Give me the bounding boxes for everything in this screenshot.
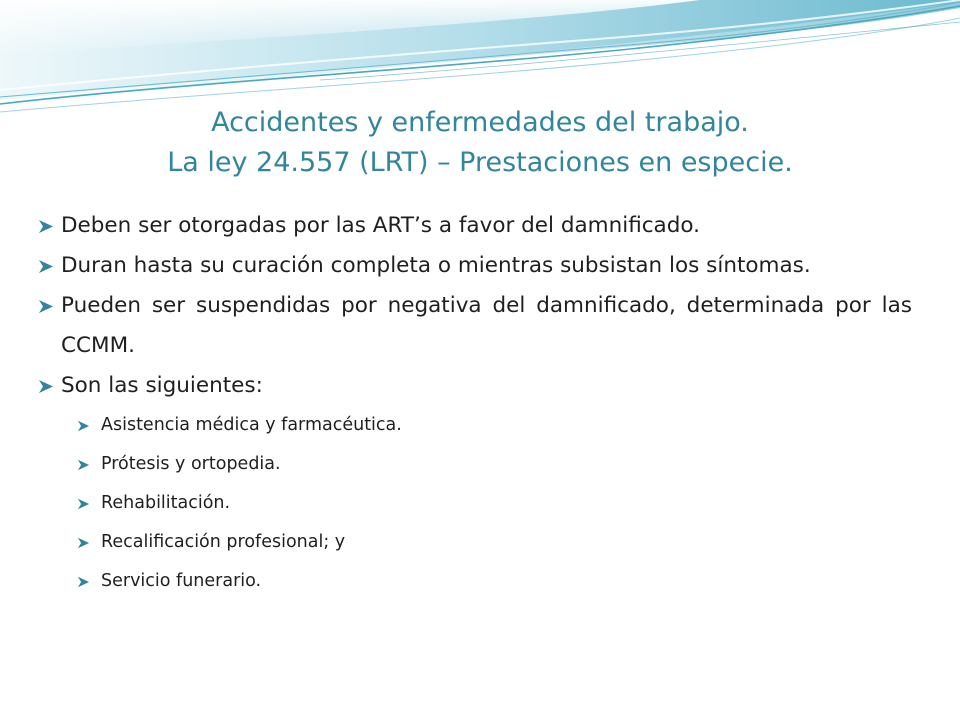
arrow-bullet-icon (38, 379, 54, 394)
arrow-bullet-icon (38, 259, 54, 274)
sub-bullet-text: Recalificación profesional; y (101, 532, 346, 552)
arrow-bullet-icon (77, 537, 90, 549)
bullet-item (38, 206, 912, 246)
bullet-text: Son las siguientes: (61, 373, 263, 398)
sub-bullet-text: Asistencia médica y farmacéutica. (101, 415, 402, 435)
sub-bullet-text: Prótesis y ortopedia. (101, 454, 281, 474)
arrow-bullet-icon (77, 576, 90, 588)
sub-bullet-item (38, 523, 912, 562)
bullet-list (38, 206, 912, 601)
arrow-bullet-icon (77, 459, 90, 471)
sub-bullet-text: Rehabilitación. (101, 493, 231, 513)
sub-bullet-item (38, 484, 912, 523)
title-line-2: La ley 24.557 (LRT) – Prestaciones en especie. (167, 147, 793, 178)
arrow-bullet-icon (77, 498, 90, 510)
bullet-text: Deben ser otorgadas por las ART’s a favor del damnificado. (61, 213, 700, 238)
bullet-text: Duran hasta su curación completa o mientras subsistan los síntomas. (61, 253, 811, 278)
bullet-item (38, 286, 912, 366)
bullet-text: Pueden ser suspendidas por negativa del damnificado, determinada por las CCMM. (61, 293, 912, 358)
arrow-bullet-icon (38, 219, 54, 234)
bullet-item (38, 246, 912, 286)
bullet-item (38, 366, 912, 406)
arrow-bullet-icon (38, 299, 54, 314)
title-line-1: Accidentes y enfermedades del trabajo. (211, 107, 749, 138)
sub-bullet-text: Servicio funerario. (101, 571, 262, 591)
sub-bullet-item (38, 445, 912, 484)
sub-bullet-item (38, 406, 912, 445)
sub-bullet-item (38, 562, 912, 601)
slide-title (0, 103, 960, 183)
arrow-bullet-icon (77, 420, 90, 432)
